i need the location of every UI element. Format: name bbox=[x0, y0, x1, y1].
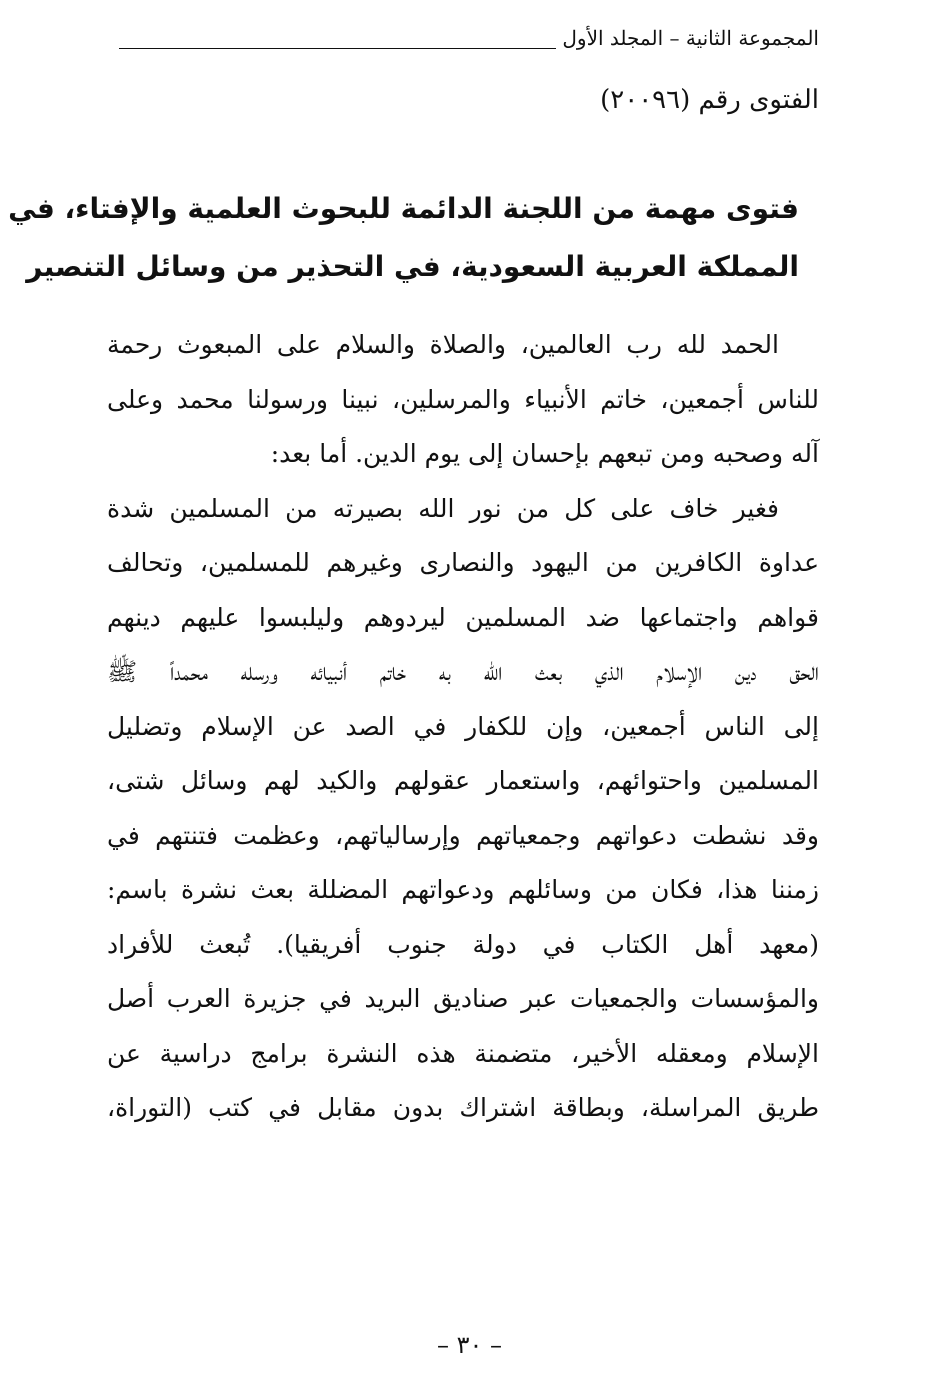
body-line: المسلمين واحتوائهم، واستعمار عقولهم والكيد لهم وسائل شتى، bbox=[107, 766, 819, 795]
title-line-2: المملكة العربية السعودية، في التحذير من وسائل التنصير bbox=[26, 250, 799, 283]
body-line: الحق دين الإسلام الذي بعث الله به خاتم أنبيائه ورسله محمداً ﷺ bbox=[107, 657, 819, 686]
body-line: فغير خاف على كل من نور الله بصيرته من المسلمين شدة bbox=[107, 493, 779, 523]
body-line: للناس أجمعين، خاتم الأنبياء والمرسلين، نبينا ورسولنا محمد وعلى bbox=[107, 384, 819, 414]
page-number: – ٣٠ – bbox=[436, 1331, 503, 1359]
body-line: آله وصحبه ومن تبعهم بإحسان إلى يوم الدين. أما بعد: bbox=[270, 439, 819, 468]
body-line: طريق المراسلة، وبطاقة اشتراك بدون مقابل في كتب (التوراة، bbox=[107, 1093, 819, 1122]
title-line-1: فتوى مهمة من اللجنة الدائمة للبحوث العلمية والإفتاء، في bbox=[8, 192, 799, 225]
running-title: المجموعة الثانية – المجلد الأول bbox=[556, 22, 819, 54]
body-text bbox=[107, 318, 819, 1136]
body-line: (معهد أهل الكتاب في دولة جنوب أفريقيا). تُبعث للأفراد bbox=[107, 929, 819, 959]
running-header bbox=[119, 22, 819, 58]
body-line: زمننا هذا، فكان من وسائلهم ودعواتهم المضللة بعث نشرة باسم: bbox=[107, 875, 819, 904]
body-line: وقد نشطت دعواتهم وجمعياتهم وإرسالياتهم، وعظمت فتنتهم في bbox=[107, 820, 819, 850]
fatwa-number: الفتوى رقم (٢٠٠٩٦) bbox=[600, 85, 819, 115]
body-line: الإسلام ومعقله الأخير، متضمنة هذه النشرة برامج دراسية عن bbox=[107, 1038, 819, 1068]
body-line: إلى الناس أجمعين، وإن للكفار في الصد عن الإسلام وتضليل bbox=[107, 711, 819, 741]
body-line: عداوة الكافرين من اليهود والنصارى وغيرهم للمسلمين، وتحالف bbox=[107, 548, 819, 577]
body-line: قواهم واجتماعها ضد المسلمين ليردوهم وليلبسوا عليهم دينهم bbox=[107, 602, 819, 632]
page-title bbox=[8, 180, 799, 296]
body-line: والمؤسسات والجمعيات عبر صناديق البريد في جزيرة العرب أصل bbox=[107, 984, 819, 1013]
body-line: الحمد لله رب العالمين، والصلاة والسلام على المبعوث رحمة bbox=[107, 330, 779, 359]
